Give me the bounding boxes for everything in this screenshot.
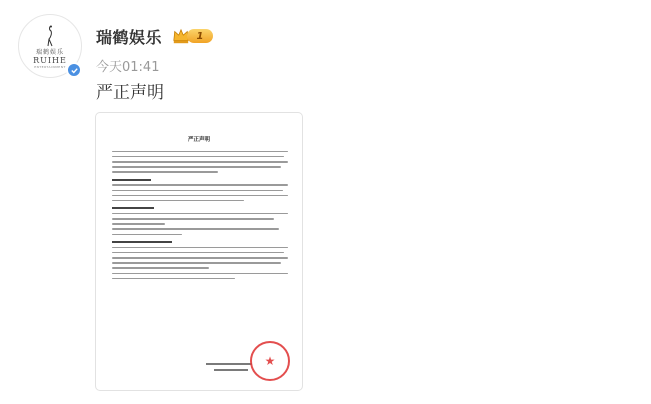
crane-logo-icon: [43, 25, 57, 47]
document-title: 严正声明: [187, 137, 210, 143]
username[interactable]: 瑞鹤娱乐: [96, 27, 163, 47]
avatar-text-cn: 瑞鹤娱乐: [35, 49, 64, 56]
avatar[interactable]: [18, 14, 82, 78]
date-line: [214, 369, 248, 371]
avatar-text-en: RUIHE: [33, 56, 67, 65]
company-seal-icon: ★: [250, 341, 290, 381]
post-timestamp[interactable]: 今天01:41: [96, 60, 160, 75]
name-row: [96, 25, 213, 47]
level-label: 1: [187, 29, 213, 43]
statement-image[interactable]: [95, 112, 303, 391]
post-text: 严正声明: [96, 83, 164, 103]
membership-badge[interactable]: [172, 27, 213, 45]
signature-line: [206, 363, 252, 365]
verified-badge-icon: [66, 62, 82, 78]
avatar-text-sub: ENTERTAINMENT: [34, 65, 66, 69]
document-body: [112, 147, 288, 279]
